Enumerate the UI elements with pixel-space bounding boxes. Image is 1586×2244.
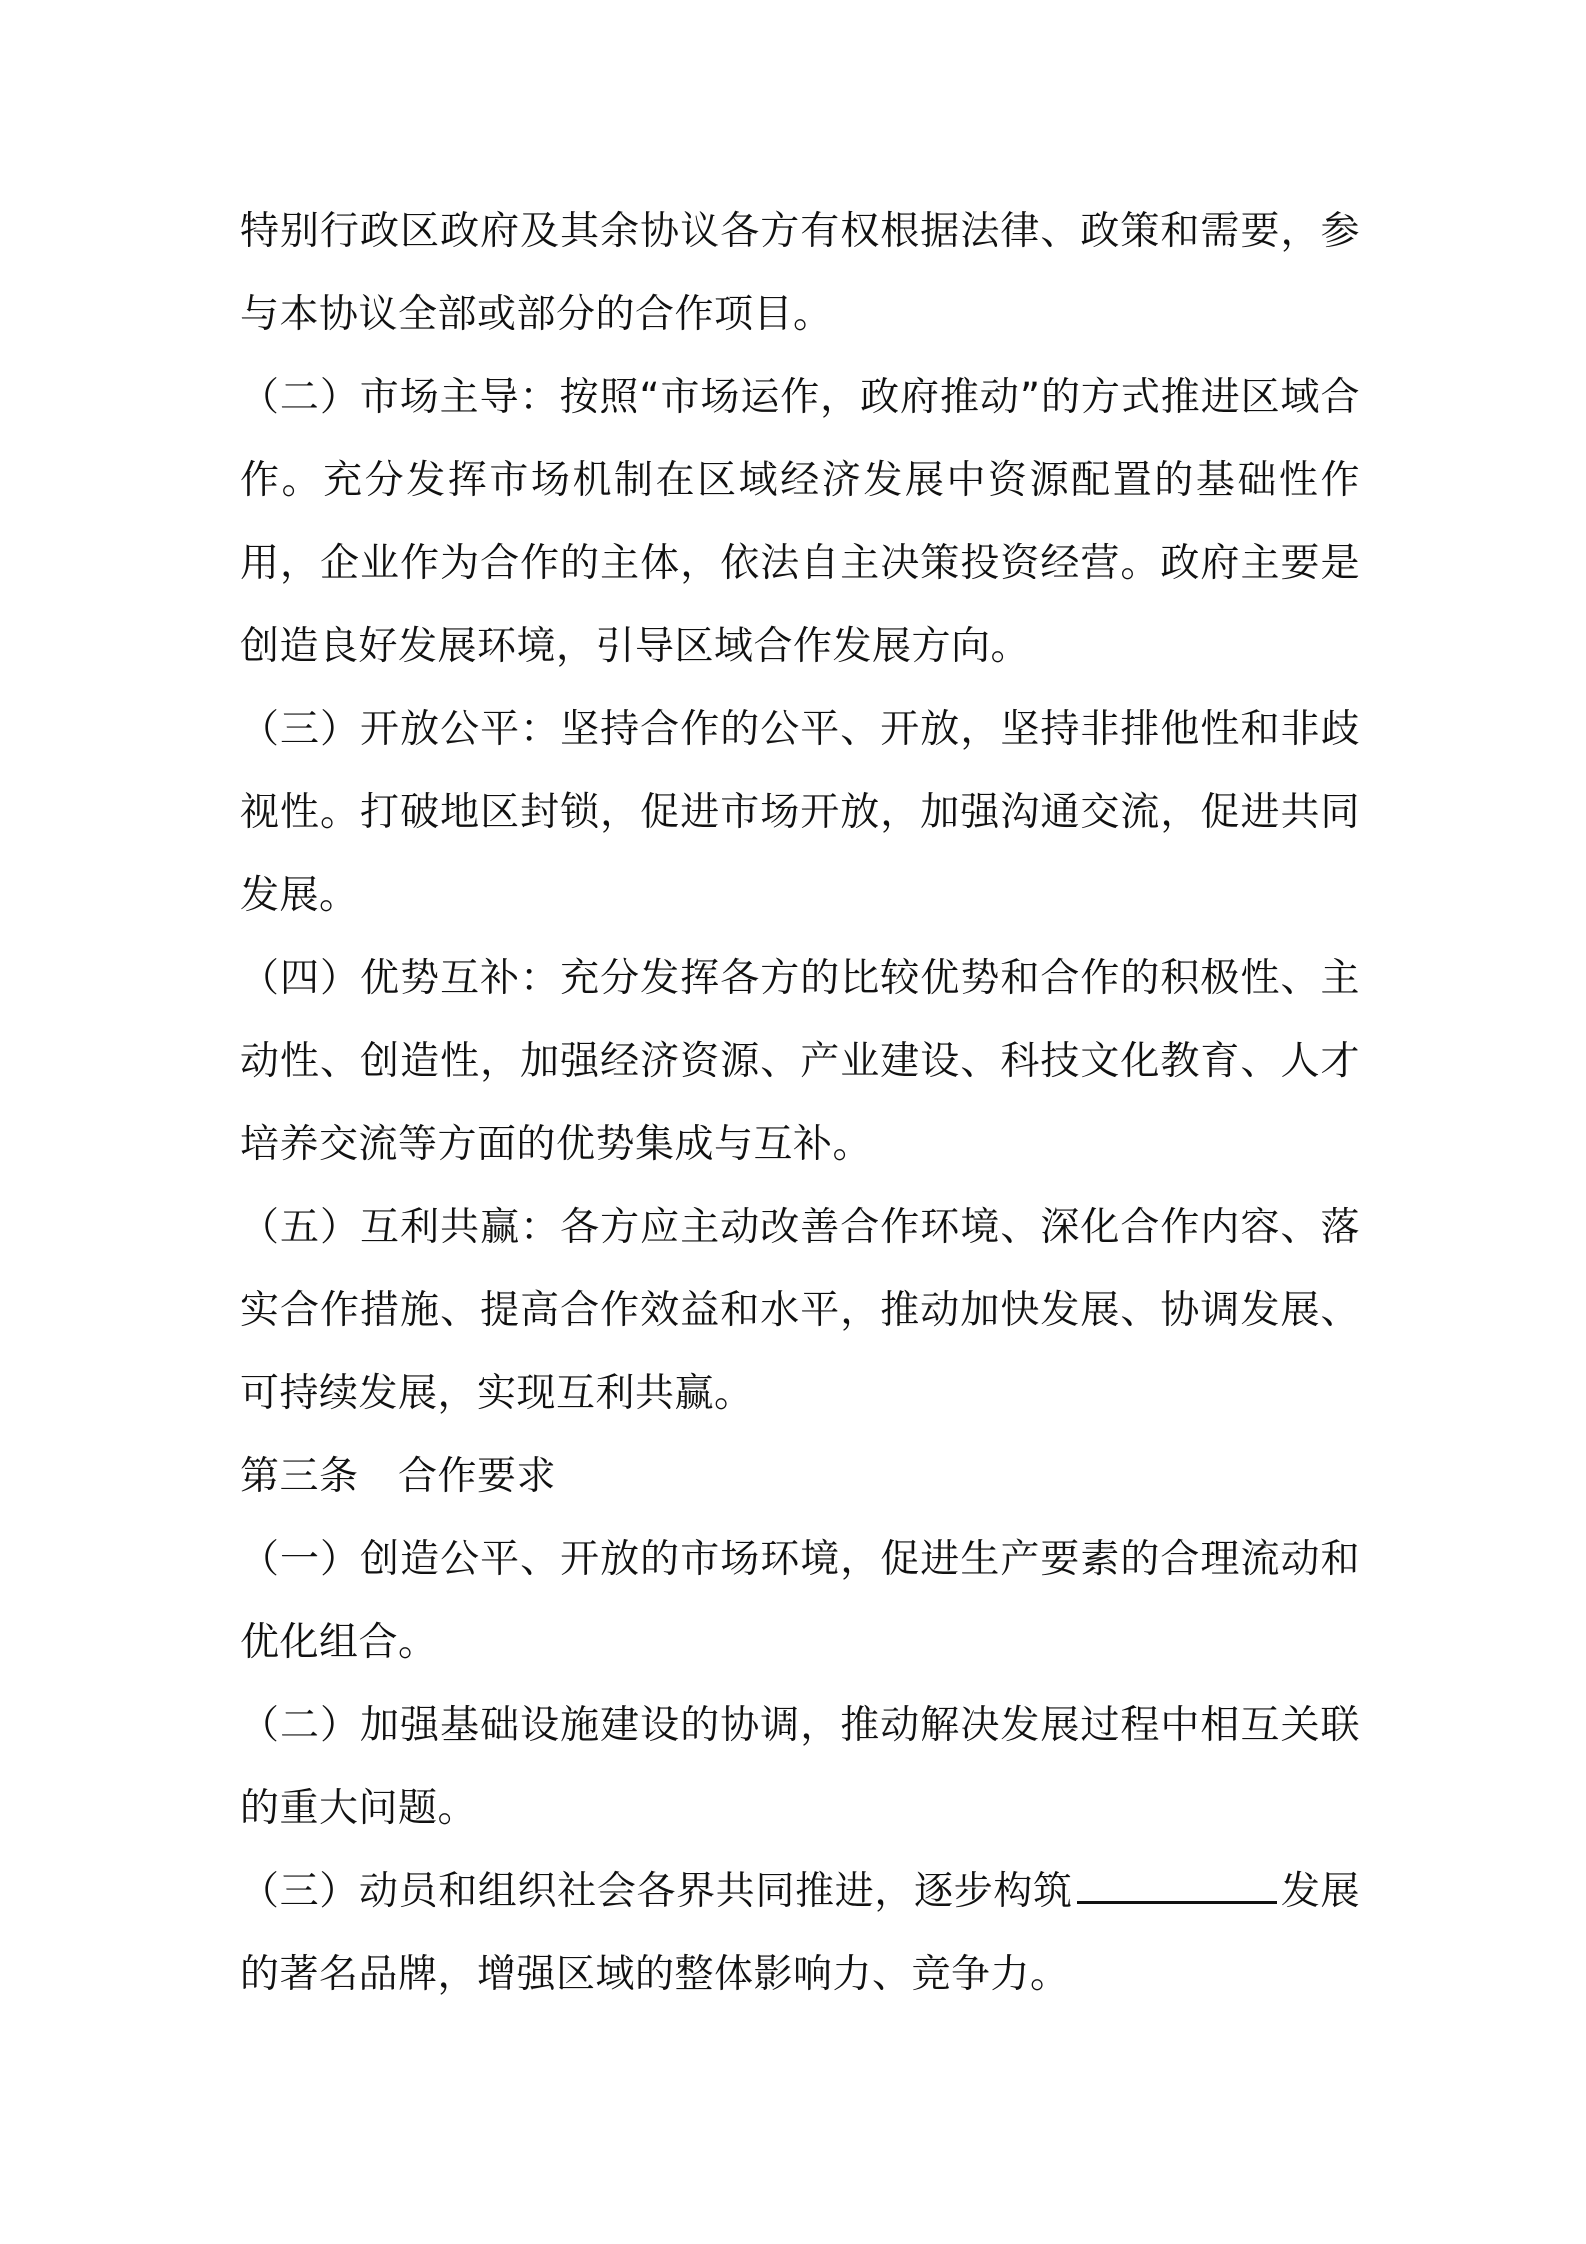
requirement-item-3 — [240, 1850, 1360, 2016]
paragraph-mutual-benefit: （五）互利共赢：各方应主动改善合作环境、深化合作内容、落实合作措施、提高合作效益和水平，推动加快发展、协调发展、可持续发展，实现互利共赢。 — [240, 1205, 1360, 1416]
paragraph-open-fair: （三）开放公平：坚持合作的公平、开放，坚持非排他性和非歧视性。打破地区封锁，促进市场开放，加强沟通交流，促进共同发展。 — [240, 707, 1360, 918]
fill-in-blank[interactable] — [1077, 1871, 1277, 1904]
paragraph-participation: 特别行政区政府及其余协议各方有权根据法律、政策和需要，参与本协议全部或部分的合作项目。 — [240, 209, 1360, 337]
paragraph-complementary: （四）优势互补：充分发挥各方的比较优势和合作的积极性、主动性、创造性，加强经济资源、产业建设、科技文化教育、人才培养交流等方面的优势集成与互补。 — [240, 956, 1360, 1167]
requirement-item-2: （二）加强基础设施建设的协调，推动解决发展过程中相互关联的重大问题。 — [240, 1703, 1360, 1831]
requirement-item-3-before: （三）动员和组织社会各界共同推进，逐步构筑 — [240, 1869, 1073, 1914]
paragraph-market-led: （二）市场主导：按照“市场运作，政府推动”的方式推进区域合作。充分发挥市场机制在区域经济发展中资源配置的基础性作用，企业作为合作的主体，依法自主决策投资经营。政府主要是创造良好发展环境，引导区域合作发展方向。 — [240, 375, 1360, 669]
document-page — [240, 190, 1360, 2016]
requirement-item-1: （一）创造公平、开放的市场环境，促进生产要素的合理流动和优化组合。 — [240, 1537, 1360, 1665]
requirement-item-3-after: 发展的著名品牌，增强区域的整体影响力、竞争力。 — [240, 1869, 1360, 1997]
article-heading: 第三条 合作要求 — [240, 1454, 557, 1499]
